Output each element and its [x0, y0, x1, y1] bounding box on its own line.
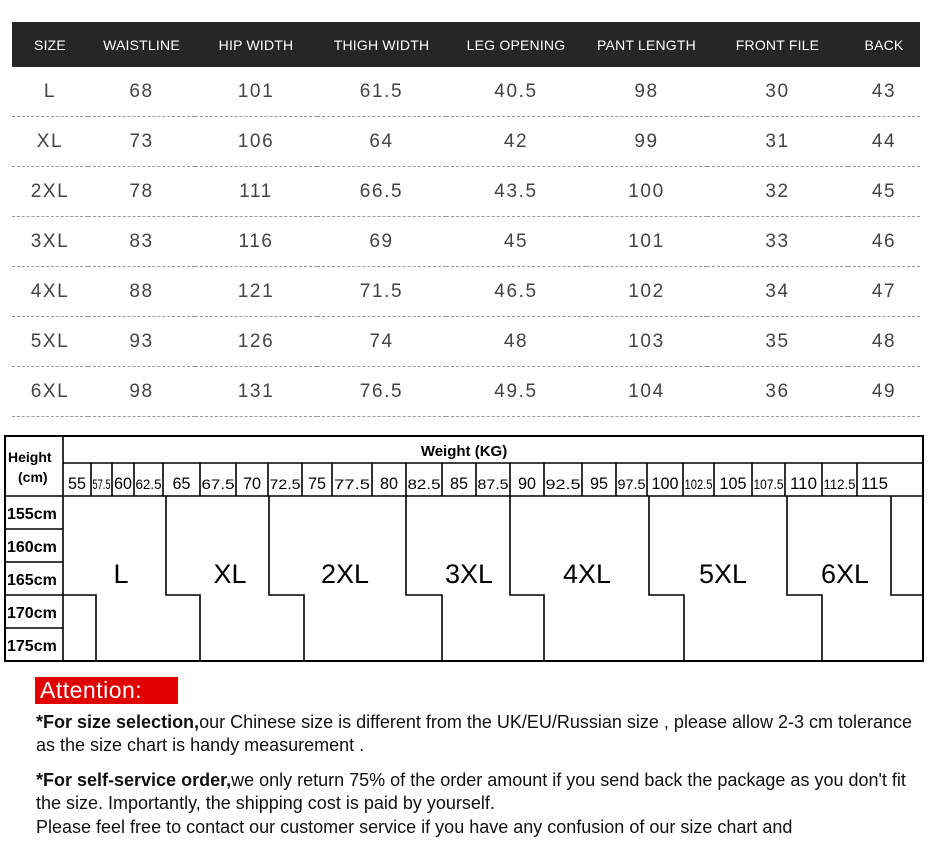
measurement-cell: 73 — [88, 117, 195, 167]
measurement-cell: 71.5 — [317, 267, 446, 317]
measurement-cell: 83 — [88, 217, 195, 267]
table-row — [12, 317, 920, 367]
size-label: 3XL — [444, 559, 494, 589]
size-cell: XL — [12, 117, 88, 167]
weight-label: 80 — [380, 474, 398, 493]
weight-label: 97.5 — [617, 476, 646, 492]
measurement-cell: 76.5 — [317, 367, 446, 417]
weight-label: 115 — [861, 474, 888, 493]
measurement-cell: 66.5 — [317, 167, 446, 217]
size-selection-note-text: our Chinese size is different from the UK/EU/Russian size , please allow 2-3 cm tolerance as the size chart is handy measurement . — [36, 712, 913, 755]
measurement-cell: 121 — [195, 267, 317, 317]
contact-note-text: Please feel free to contact our customer service if you have any confusion of our size chart and — [36, 817, 793, 837]
measurement-cell: 45 — [446, 217, 586, 267]
size-table-body — [12, 67, 920, 417]
size-measurement-table — [12, 22, 920, 417]
size-selection-note-label: *For size selection, — [36, 712, 200, 732]
measurement-cell: 48 — [848, 317, 920, 367]
table-row — [12, 167, 920, 217]
measurement-cell: 68 — [88, 67, 195, 117]
measurement-cell: 45 — [848, 167, 920, 217]
size-cell: 5XL — [12, 317, 88, 367]
table-row — [12, 67, 920, 117]
measurement-cell: 43.5 — [446, 167, 586, 217]
height-label: 170cm — [7, 605, 57, 622]
measurement-cell: 98 — [586, 67, 707, 117]
size-region-boundary — [510, 496, 544, 661]
weight-label: 67.5 — [201, 476, 235, 492]
measurement-cell: 40.5 — [446, 67, 586, 117]
measurement-cell: 30 — [707, 67, 848, 117]
weight-label: 107.5 — [753, 476, 784, 492]
measurement-cell: 101 — [195, 67, 317, 117]
measurement-cell: 69 — [317, 217, 446, 267]
measurement-cell: 98 — [88, 367, 195, 417]
measurement-cell: 35 — [707, 317, 848, 367]
weight-label: 62.5 — [135, 476, 162, 492]
size-label: 4XL — [562, 559, 612, 589]
weight-label: 57.5 — [92, 476, 111, 492]
weight-label: 65 — [172, 474, 191, 493]
column-header: WAISTLINE — [88, 22, 195, 67]
height-label: 160cm — [7, 539, 57, 556]
size-label: XL — [213, 559, 247, 589]
measurement-cell: 101 — [586, 217, 707, 267]
measurement-cell: 102 — [586, 267, 707, 317]
measurement-cell: 103 — [586, 317, 707, 367]
size-label: L — [113, 559, 129, 589]
measurement-cell: 46 — [848, 217, 920, 267]
weight-label: 75 — [308, 474, 326, 493]
measurement-cell: 88 — [88, 267, 195, 317]
height-label: 165cm — [7, 572, 57, 589]
self-service-order-note-label: *For self-service order, — [36, 770, 232, 790]
measurement-cell: 100 — [586, 167, 707, 217]
size-region-boundary — [787, 496, 822, 661]
size-label: 6XL — [820, 559, 870, 589]
measurement-cell: 34 — [707, 267, 848, 317]
size-region-boundary — [406, 496, 442, 661]
measurement-cell: 49 — [848, 367, 920, 417]
weight-label: 95 — [590, 474, 608, 493]
height-label: 175cm — [7, 638, 57, 655]
height-weight-size-chart — [4, 435, 924, 667]
weight-label: 77.5 — [334, 476, 371, 492]
size-region-boundary — [166, 496, 200, 661]
size-cell: L — [12, 67, 88, 117]
measurement-cell: 47 — [848, 267, 920, 317]
size-cell: 4XL — [12, 267, 88, 317]
weight-label: 102.5 — [684, 476, 713, 492]
measurement-cell: 44 — [848, 117, 920, 167]
weight-label: 70 — [243, 474, 261, 493]
measurement-cell: 36 — [707, 367, 848, 417]
measurement-cell: 104 — [586, 367, 707, 417]
weight-label: 60 — [114, 474, 132, 493]
measurement-cell: 106 — [195, 117, 317, 167]
table-row — [12, 267, 920, 317]
weight-label: 100 — [651, 474, 679, 493]
size-selection-note — [36, 711, 916, 757]
size-label: 5XL — [698, 559, 748, 589]
table-row — [12, 117, 920, 167]
weight-label: 55 — [68, 474, 86, 493]
size-region-boundary — [269, 496, 304, 661]
measurement-cell: 49.5 — [446, 367, 586, 417]
measurement-cell: 64 — [317, 117, 446, 167]
measurement-cell: 46.5 — [446, 267, 586, 317]
self-service-order-note — [36, 769, 916, 815]
measurement-cell: 32 — [707, 167, 848, 217]
weight-label: 112.5 — [823, 476, 856, 492]
height-label: 155cm — [7, 506, 57, 523]
weight-label: 87.5 — [477, 476, 509, 492]
weight-label: 90 — [518, 474, 536, 493]
size-table-header-row — [12, 22, 920, 67]
measurement-cell: 74 — [317, 317, 446, 367]
measurement-cell: 116 — [195, 217, 317, 267]
table-row — [12, 367, 920, 417]
weight-label: 82.5 — [407, 476, 441, 492]
weight-label: 92.5 — [545, 476, 581, 492]
measurement-cell: 48 — [446, 317, 586, 367]
weight-label: 85 — [450, 474, 468, 493]
size-region-boundary — [891, 496, 923, 595]
weight-label: 105 — [719, 474, 747, 493]
measurement-cell: 31 — [707, 117, 848, 167]
measurement-cell: 42 — [446, 117, 586, 167]
measurement-cell: 93 — [88, 317, 195, 367]
weight-label: 110 — [790, 474, 817, 493]
contact-note — [36, 816, 916, 839]
size-cell: 3XL — [12, 217, 88, 267]
column-header: HIP WIDTH — [195, 22, 317, 67]
measurement-cell: 111 — [195, 167, 317, 217]
measurement-cell: 126 — [195, 317, 317, 367]
self-service-order-note-text: we only return 75% of the order amount if you send back the package as you don't fit the size. Importantly, the shipping cost is paid by yourself. — [36, 770, 906, 813]
size-region-boundary — [649, 496, 684, 661]
size-region-boundary — [63, 595, 96, 661]
measurement-cell: 99 — [586, 117, 707, 167]
column-header: THIGH WIDTH — [317, 22, 446, 67]
weight-label: 72.5 — [269, 476, 301, 492]
column-header: BACK — [848, 22, 920, 67]
table-row — [12, 217, 920, 267]
attention-badge: Attention: — [35, 677, 178, 704]
size-cell: 2XL — [12, 167, 88, 217]
column-header: SIZE — [12, 22, 88, 67]
size-cell: 6XL — [12, 367, 88, 417]
measurement-cell: 61.5 — [317, 67, 446, 117]
height-header-label: Height (cm) — [8, 449, 52, 485]
weight-title: Weight (KG) — [420, 443, 508, 460]
column-header: LEG OPENING — [446, 22, 586, 67]
measurement-cell: 131 — [195, 367, 317, 417]
measurement-cell: 43 — [848, 67, 920, 117]
measurement-cell: 33 — [707, 217, 848, 267]
size-label: 2XL — [320, 559, 370, 589]
column-header: FRONT FILE — [707, 22, 848, 67]
measurement-cell: 78 — [88, 167, 195, 217]
column-header: PANT LENGTH — [586, 22, 707, 67]
